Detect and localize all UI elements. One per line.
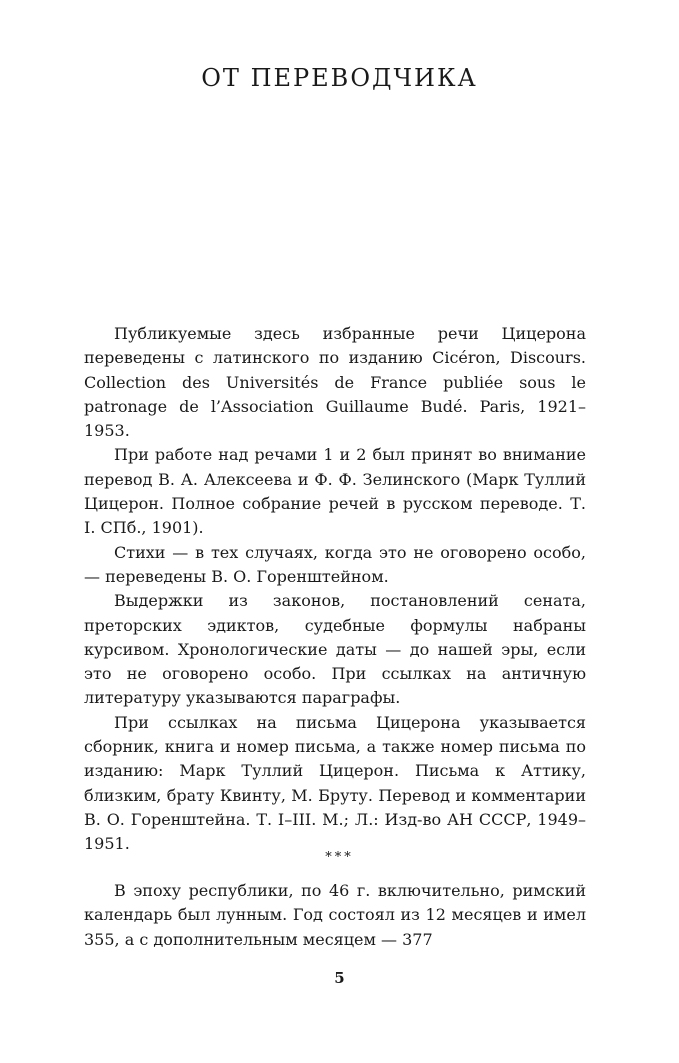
paragraph-letters: При ссылках на письма Цицерона указывается сборник, книга и номер письма, а также номер письма по изданию: Марк Туллий Цицерон. Письма к Аттику, близким, брату Квинту, М. Бруту. Перевод и комментарии В. О. Горенштейна. Т. I–III. М.; Л.: Изд-во АН СССР, 1949–1951.	[84, 712, 586, 854]
paragraph-calendar: В эпоху республики, по 46 г. включительно, римский календарь был лунным. Год состоял из 12 месяцев и имел 355, а с дополнительным месяцем — 377	[84, 881, 586, 949]
paragraph-prior-translation: При работе над речами 1 и 2 был принят во внимание перевод В. А. Алексеева и Ф. Ф. Зелинского (Марк Туллий Цицерон. Полное собрание речей в русском переводе. Т. I. СПб., 1901).	[84, 445, 586, 538]
main-text	[84, 322, 586, 857]
paragraph-verses: Стихи — в тех случаях, когда это не оговорено особо, — переведены В. О. Горенштейном.	[84, 542, 586, 586]
paragraph-typography: Выдержки из законов, постановлений сената, преторских эдиктов, судебные формулы набраны курсивом. Хронологические даты — до нашей эры, если это не оговорено особо. При ссылках на античную литературу указываются параграфы.	[84, 591, 586, 708]
page-number: 5	[334, 969, 345, 987]
page-title: ОТ ПЕРЕВОДЧИКА	[201, 64, 478, 92]
paragraph-source-edition: Публикуемые здесь избранные речи Цицерона переведены с латинского по изданию Cicéron, Discours. Collection des Universités de France publiée sous le patronage de l’Association Guillaume Budé. Paris, 1921–1953.	[84, 324, 586, 441]
tail-text	[84, 879, 586, 952]
section-separator: ***	[325, 850, 354, 865]
